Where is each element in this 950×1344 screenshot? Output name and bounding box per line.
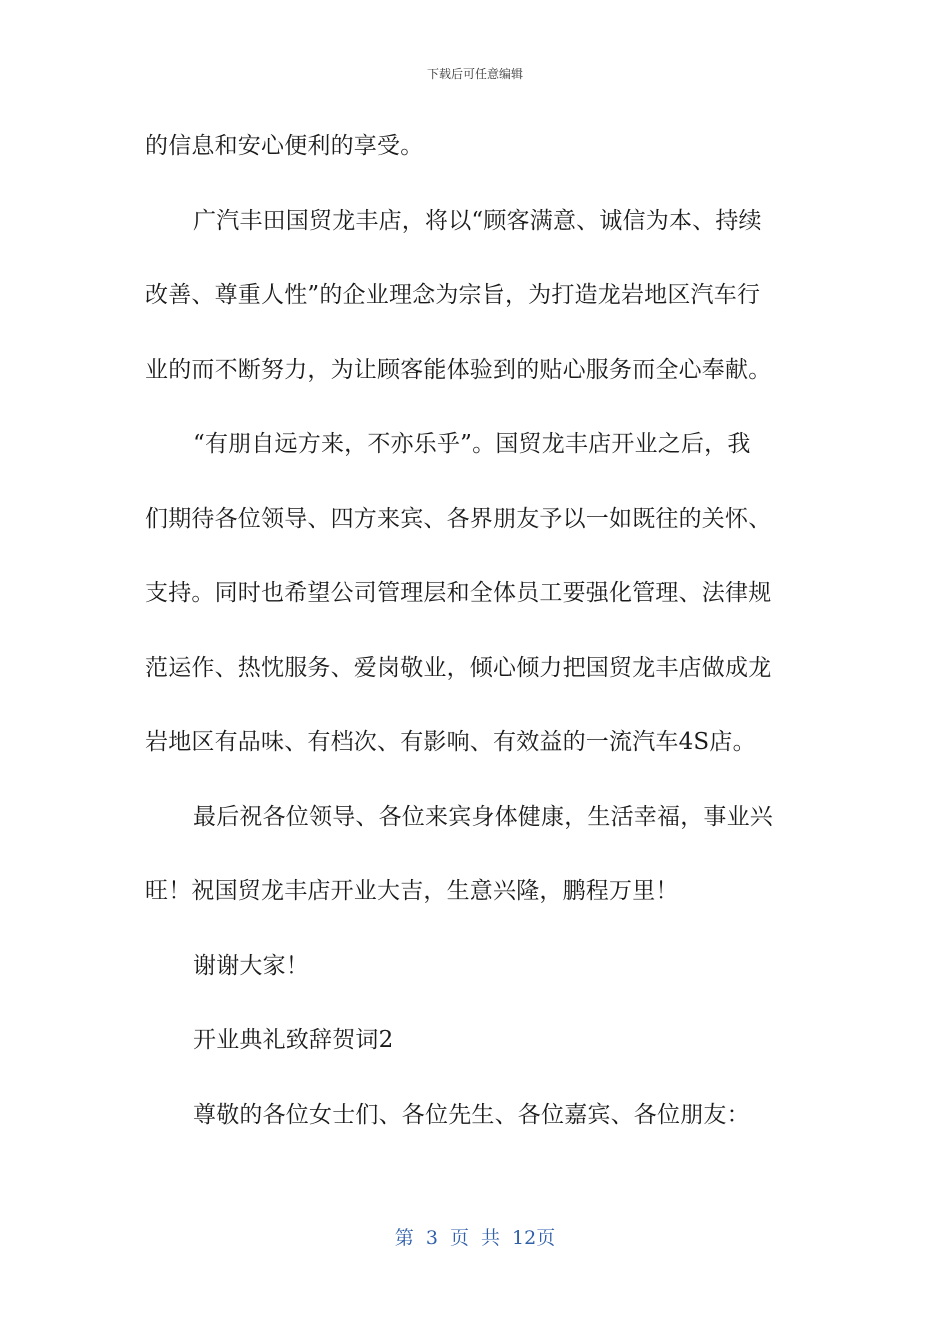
paragraph-line: 谢谢大家！ bbox=[193, 952, 309, 979]
paragraph-line: 业的而不断努力，为让顾客能体验到的贴心服务而全心奉献。 bbox=[145, 356, 772, 383]
paragraph-line: 广汽丰田国贸龙丰店，将以“顾客满意、诚信为本、持续 bbox=[193, 207, 762, 234]
header-note: 下载后可任意编辑 bbox=[426, 67, 523, 81]
paragraph-line: 旺！祝国贸龙丰店开业大吉，生意兴隆，鹏程万里！ bbox=[145, 878, 679, 904]
paragraph-line: 最后祝各位领导、各位来宾身体健康，生活幸福，事业兴 bbox=[193, 803, 773, 830]
document-body bbox=[145, 116, 805, 1159]
paragraph-line: 改善、尊重人性”的企业理念为宗旨，为打造龙岩地区汽车行 bbox=[145, 282, 761, 308]
paragraph-line: 尊敬的各位女士们、各位先生、各位嘉宾、各位朋友： bbox=[193, 1101, 750, 1128]
paragraph-line: 岩地区有品味、有档次、有影响、有效益的一流汽车4S店。 bbox=[145, 729, 756, 755]
paragraph-line: 的信息和安心便利的享受。 bbox=[145, 133, 424, 159]
page-number-footer: 第 3 页 共 12页 bbox=[394, 1227, 556, 1249]
section-heading: 开业典礼致辞贺词2 bbox=[193, 1027, 394, 1053]
paragraph-line: 范运作、热忱服务、爱岗敬业，倾心倾力把国贸龙丰店做成龙 bbox=[145, 654, 772, 681]
paragraph-line: “有朋自远方来，不亦乐乎”。国贸龙丰店开业之后，我 bbox=[193, 431, 751, 457]
paragraph-line: 支持。同时也希望公司管理层和全体员工要强化管理、法律规 bbox=[145, 580, 772, 606]
paragraph-line: 们期待各位领导、四方来宾、各界朋友予以一如既往的关怀、 bbox=[145, 505, 772, 532]
